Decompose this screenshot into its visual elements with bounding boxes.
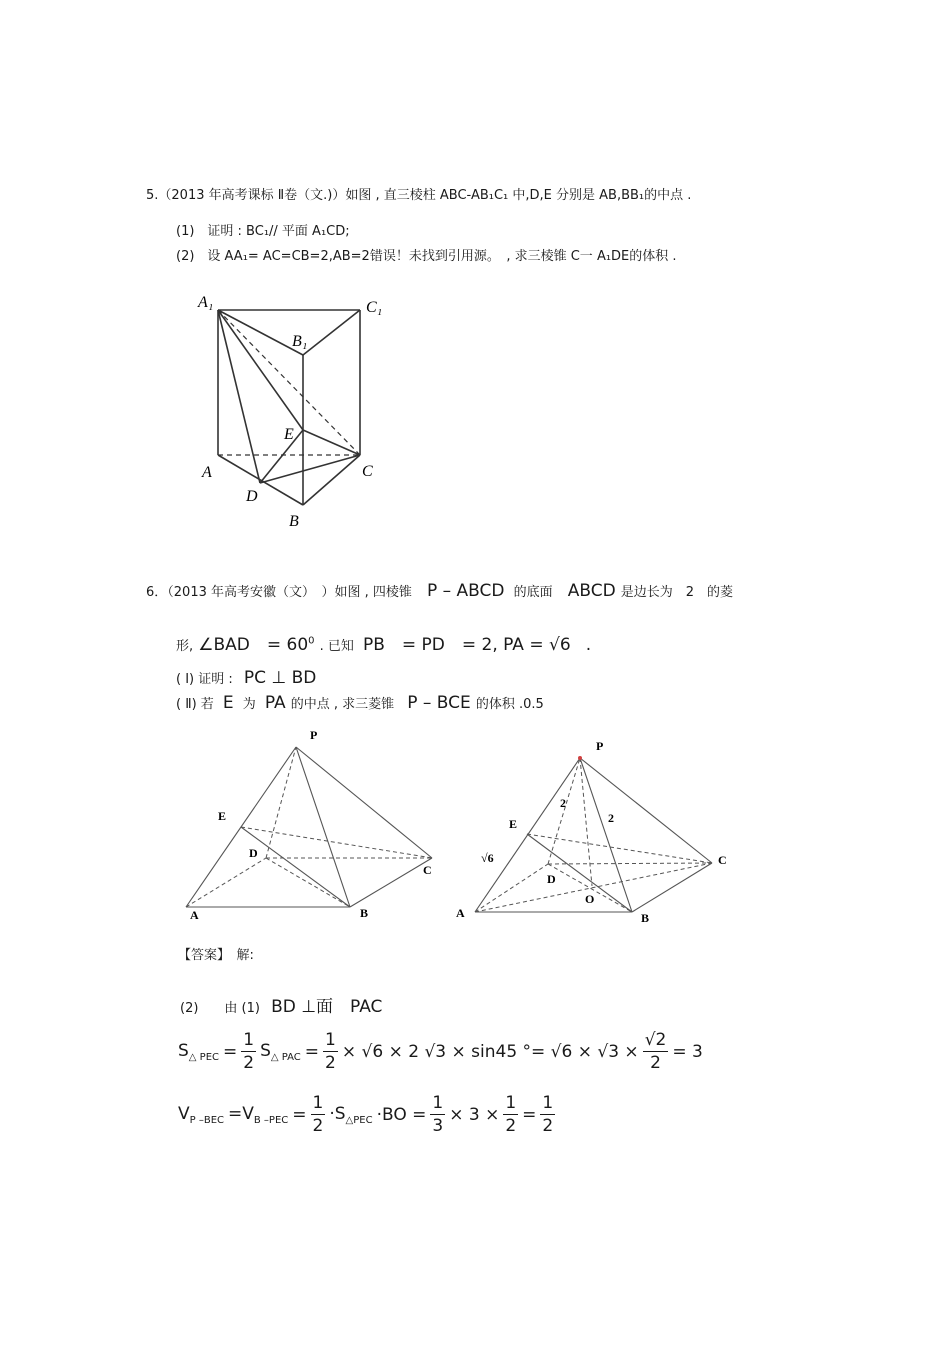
fig1-label-d: D [249,846,258,860]
fraction: $\frac{1}{2}$ [325,1030,336,1073]
fig1-label-c: C [423,863,432,877]
q5-title: 5.（2013 年高考课标 Ⅱ卷（文.)）如图 , 直三棱柱 ABC-AB₁C₁ 中,D,E 分别是 AB,BB₁的中点 . [146,188,692,203]
equation-area: $S_{\triangle PEC}$ = $\frac{1}{2}$ $S_{\triangle PAC}$ = $\frac{1}{2}$ × √6 × 2 √3 × sin45 °= √6 × √3 × $\frac{√2}{2}$ = 3 [178,1030,703,1073]
q5-part1: (1) 证明 : BC₁// 平面 A₁CD; [176,224,350,239]
fraction: $\frac{1}{2}$ [312,1093,324,1136]
prism-figure [195,290,395,535]
fig2-label-two-left: 2 [560,796,566,810]
fraction: $\frac{√2}{2}$ [644,1030,667,1073]
fig2-label-b: B [641,911,650,925]
fig2-label-two-right: 2 [608,811,614,825]
label-a1: A₁ [198,294,214,311]
answer-label: 【答案】 解: [178,948,254,963]
fig2-label-o: O [585,892,595,906]
fig2-label-a: A [456,906,465,920]
fig2-label-sqrt6: √6 [481,851,494,865]
q6-title: 6．（2013 年高考安徽（文） ）如图 , 四棱锥 P – ABCD 的底面 ABCD 是边长为 2 的菱 [146,581,734,601]
pyramid-figure-1 [175,725,445,925]
label-a: A [202,464,212,481]
label-e: E [284,426,294,443]
label-c1: C₁ [366,299,383,316]
q6-part2: ( Ⅱ) 若 E 为 PA 的中点 , 求三菱锥 P – BCE 的体积 .0.5 [176,693,544,713]
label-d: D [246,488,258,505]
fig1-label-a: A [190,908,199,922]
fraction: $\frac{1}{2}$ [542,1093,554,1136]
label-b: B [289,513,299,530]
answer-step2: (2) 由 (1) BD ⊥面 PAC [180,997,383,1017]
fraction: $\frac{1}{2}$ [243,1030,255,1073]
pyramid-figure-2 [450,735,740,925]
fig2-label-d: D [547,872,556,886]
q5-part2: (2) 设 AA₁= AC=CB=2,AB=2错误！未找到引用源。 , 求三棱锥 C一 A₁DE的体积 . [176,249,677,264]
q6-part1: ( Ⅰ) 证明 : PC ⊥ BD [176,668,317,688]
fraction: $\frac{1}{2}$ [505,1093,517,1136]
fig1-label-b: B [360,906,369,920]
label-c: C [362,463,373,480]
fig2-label-c: C [718,853,727,867]
fig2-label-e: E [509,817,518,831]
fig1-label-p: P [310,728,318,742]
fraction: $\frac{1}{3}$ [432,1093,444,1136]
fig1-label-e: E [218,809,227,823]
equation-volume: $V_{P -BEC}$ $=V_{B -PEC}$ = $\frac{1}{2}$ $\cdot S_{\triangle PEC}$ ·BO = $\frac{1}{3}$ × 3 × $\frac{1}{2}$ = $\frac{1}{2}$ [178,1093,554,1136]
fig2-label-p: P [596,739,604,753]
q6-line2: 形, ∠BAD = $60^0$ . 已知 PB = PD = 2, PA = √6 . [176,635,592,655]
label-b1: B₁ [292,333,308,350]
